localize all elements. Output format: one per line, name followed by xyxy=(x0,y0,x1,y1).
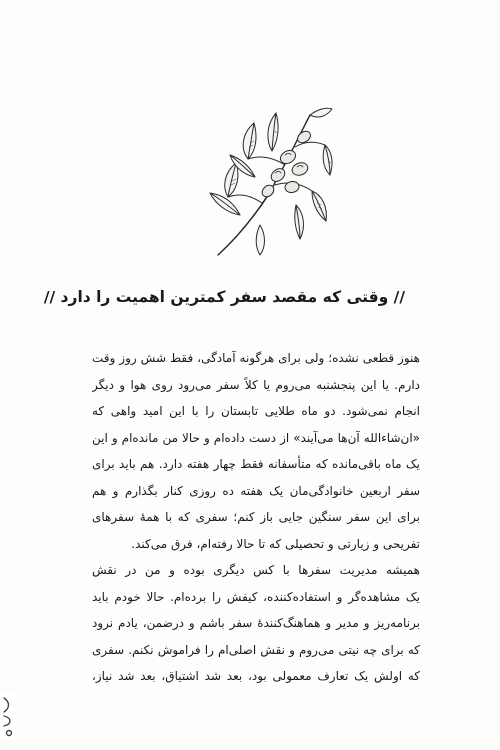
publisher-logo-icon xyxy=(0,692,18,740)
text-line: سفر اربعین خانوادگی‌مان یک هفته ده روزی کنار بگذارم و هم xyxy=(92,483,420,498)
text-line: تفریحی و زیارتی و تحصیلی که تا حالا رفته‌ام، فرق می‌کند. xyxy=(131,536,420,551)
text-line: برنامه‌ریز و مدیر و هماهنگ‌کنندهٔ سفر باشم و درضمن، یادم نرود xyxy=(92,616,420,630)
olive-branch-icon xyxy=(200,95,335,260)
body-text xyxy=(92,345,420,690)
text-line: دارم. یا این پنجشنبه می‌روم یا کلاً سفر می‌رود روی هوا و دیگر xyxy=(92,377,420,392)
text-line: که برای چه نیتی می‌روم و نقش اصلی‌ام را فراموش نکنم. سفری xyxy=(92,642,420,657)
text-line: برای این سفر سنگین جایی باز کنم؛ سفری که با همهٔ سفرهای xyxy=(92,510,420,524)
text-line: هنوز قطعی نشده؛ ولی برای هرگونه آمادگی، فقط شش روز وقت xyxy=(92,351,420,365)
text-line: که اولش یک تعارف معمولی بود، بعد شد اشتیاق، بعد شد نیاز، xyxy=(92,669,420,683)
paragraph xyxy=(92,345,420,557)
text-line: همیشه مدیریت سفرها با کس دیگری بوده و من در نقش xyxy=(92,563,420,577)
text-line: انجام نمی‌شود. دو ماه طلایی تابستان را با این امید واهی که xyxy=(92,404,420,418)
paragraph xyxy=(92,557,420,690)
text-line: «ان‌شاءالله آن‌ها می‌آیند» از دست داده‌ام و حالا من مانده‌ام و این xyxy=(92,430,420,445)
chapter-heading: // وقتی که مقصد سفر کمترین اهمیت را دارد // xyxy=(43,288,405,306)
text-line: یک ماه باقی‌مانده که متأسفانه فقط چهار هفته دارد. هم باید برای xyxy=(92,457,420,471)
text-line: یک مشاهده‌گر و استفاده‌کننده، کیفش را برده‌ام. حالا خودم باید xyxy=(92,589,420,604)
